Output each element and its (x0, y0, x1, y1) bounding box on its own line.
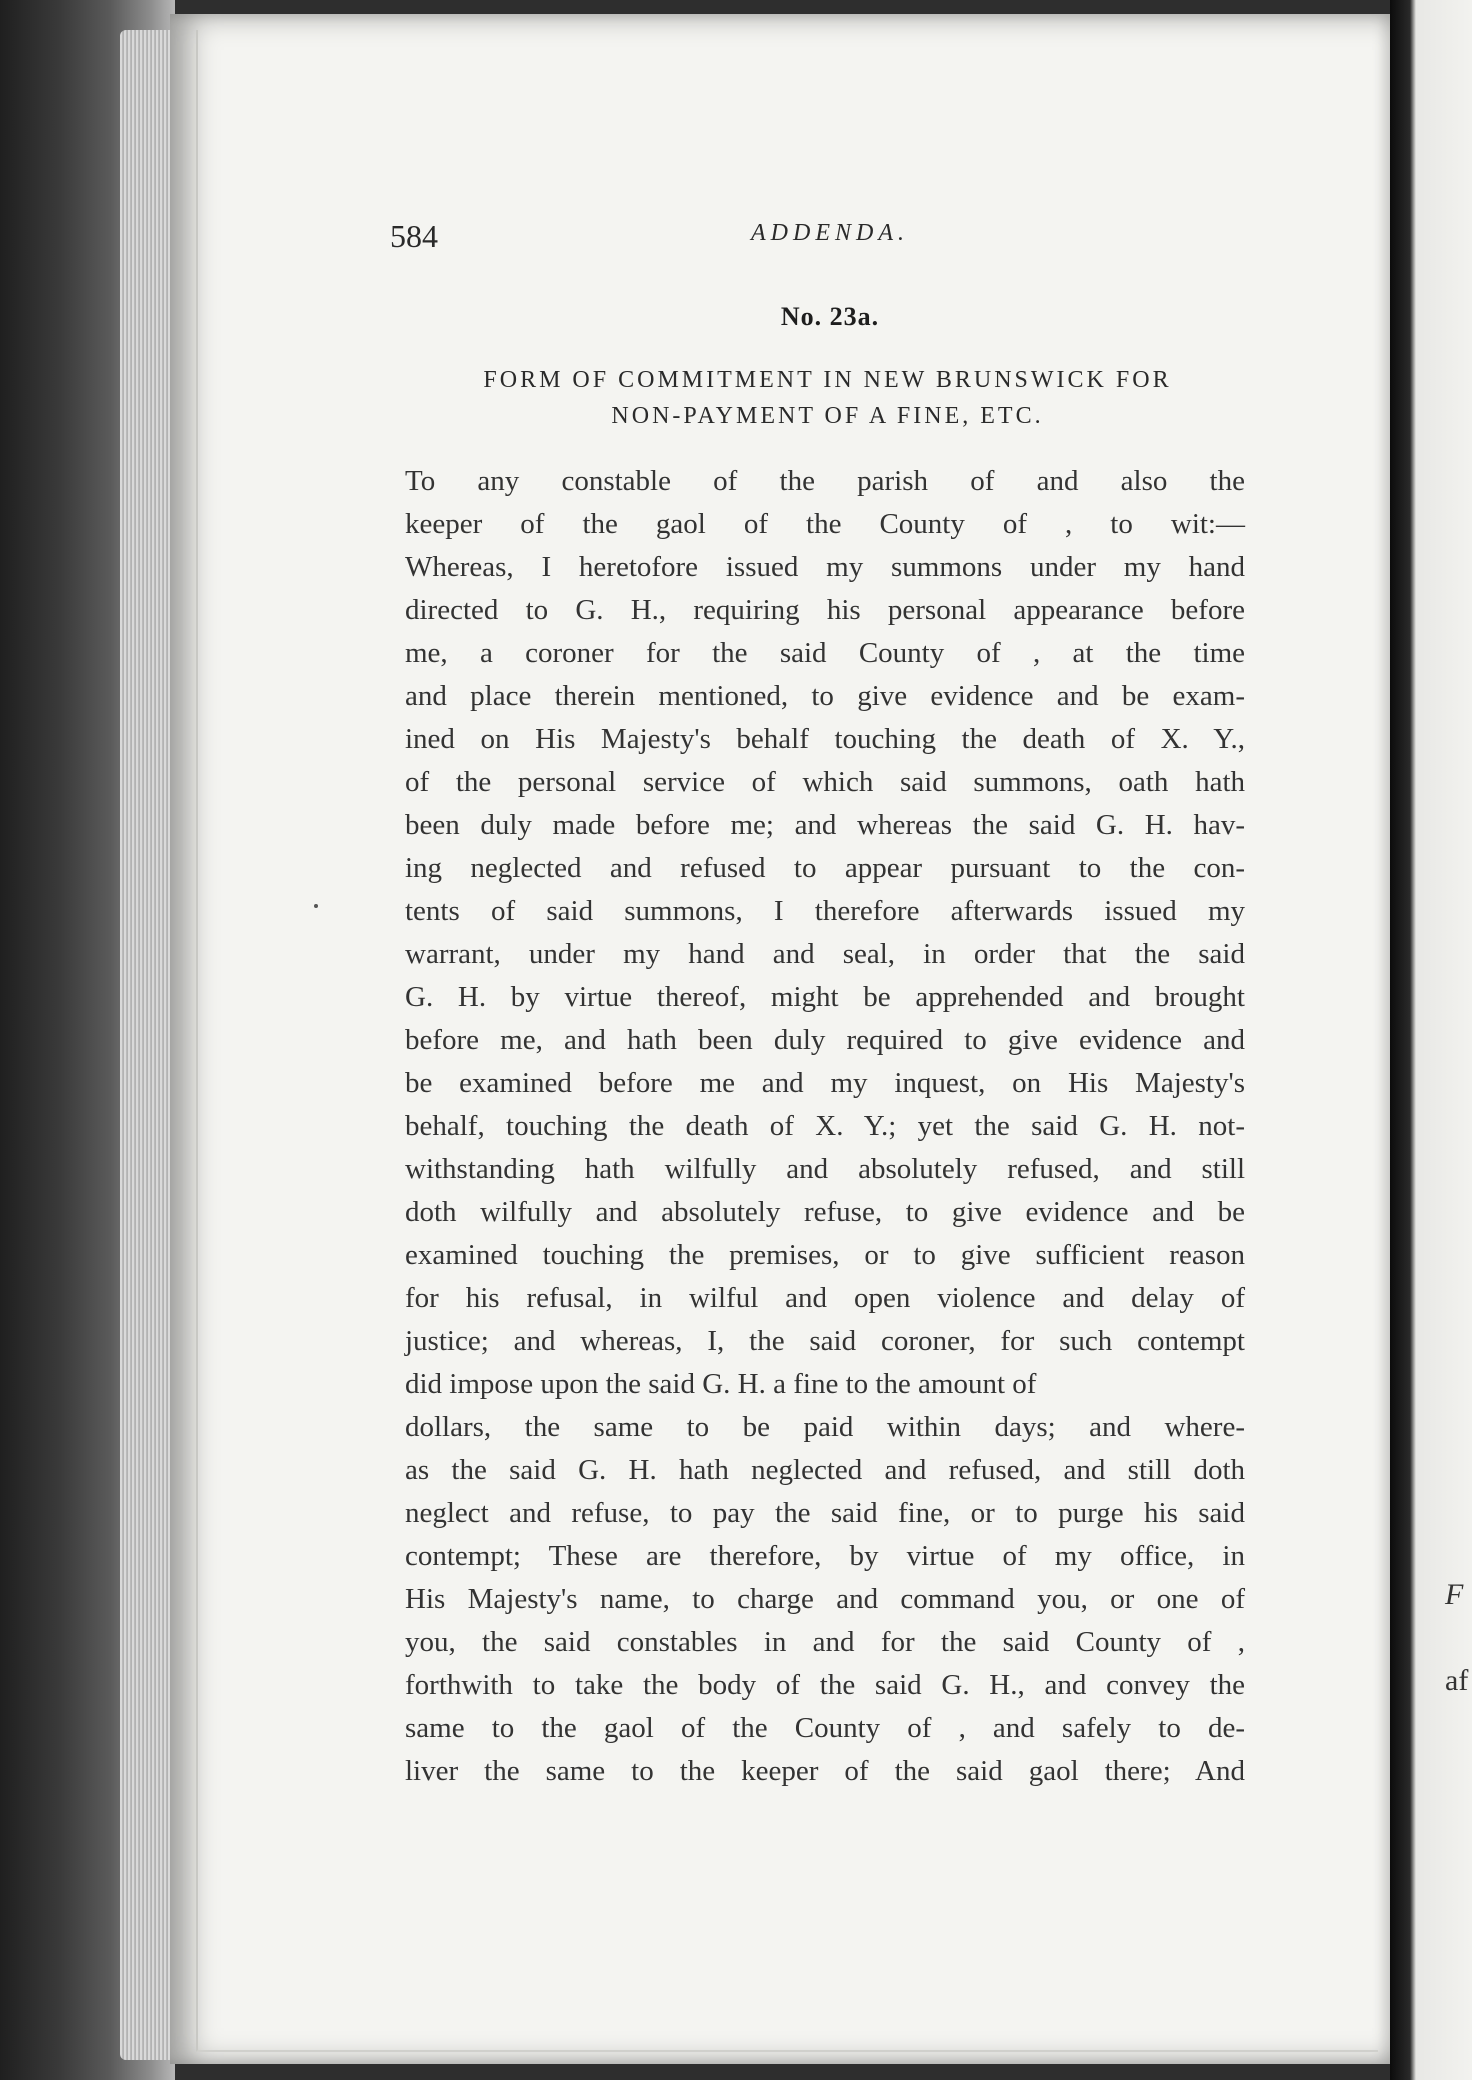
body-line: warrant, under my hand and seal, in order that the said (405, 938, 1245, 970)
body-line: justice; and whereas, I, the said coroner, for such contempt (405, 1325, 1245, 1357)
form-title-line: FORM OF COMMITMENT IN NEW BRUNSWICK FOR (483, 367, 1172, 393)
body-line: neglect and refuse, to pay the said fine, or to purge his said (405, 1497, 1245, 1529)
body-line: tents of said summons, I therefore afterwards issued my (405, 895, 1245, 927)
ink-speck (314, 904, 318, 908)
body-line: contempt; These are therefore, by virtue of my office, in (405, 1540, 1245, 1572)
running-head (390, 218, 1270, 258)
body-line: me, a coroner for the said County of , at the time (405, 637, 1245, 669)
body-line: behalf, touching the death of X. Y.; yet the said G. H. not- (405, 1110, 1245, 1142)
form-title-line: NON-PAYMENT OF A FINE, ETC. (611, 403, 1044, 429)
body-line: been duly made before me; and whereas the said G. H. hav- (405, 809, 1245, 841)
body-line: examined touching the premises, or to give sufficient reason (405, 1239, 1245, 1271)
form-body-text (405, 460, 1245, 1793)
body-line: and place therein mentioned, to give evidence and be exam- (405, 680, 1245, 712)
facing-page-fragment: af (1445, 1664, 1469, 1697)
body-line: ing neglected and refused to appear pursuant to the con- (405, 852, 1245, 884)
body-line: forthwith to take the body of the said G. H., and convey the (405, 1669, 1245, 1701)
form-title (400, 362, 1255, 434)
page-number: 584 (390, 218, 438, 254)
body-line: ined on His Majesty's behalf touching the death of X. Y., (405, 723, 1245, 755)
body-line: before me, and hath been duly required to give evidence and (405, 1024, 1245, 1056)
body-line: Whereas, I heretofore issued my summons under my hand (405, 551, 1245, 583)
body-line: G. H. by virtue thereof, might be apprehended and brought (405, 981, 1245, 1013)
body-line: be examined before me and my inquest, on His Majesty's (405, 1067, 1245, 1099)
form-number: No. 23a. (780, 302, 880, 331)
body-line: as the said G. H. hath neglected and refused, and still doth (405, 1454, 1245, 1486)
body-line: directed to G. H., requiring his personal appearance before (405, 594, 1245, 626)
running-title: ADDENDA. (751, 220, 909, 246)
body-line: you, the said constables in and for the said County of , (405, 1626, 1245, 1658)
next-page-edge (1390, 0, 1472, 2080)
body-line: keeper of the gaol of the County of , to wit:— (405, 508, 1245, 540)
body-line: dollars, the same to be paid within days; and where- (405, 1411, 1245, 1443)
body-line: doth wilfully and absolutely refuse, to give evidence and be (405, 1196, 1245, 1228)
facing-page-fragment: F (1445, 1578, 1464, 1611)
body-line: same to the gaol of the County of , and safely to de- (405, 1712, 1245, 1744)
body-line: for his refusal, in wilful and open violence and delay of (405, 1282, 1245, 1314)
body-line: did impose upon the said G. H. a fine to the amount of (405, 1368, 1037, 1400)
body-line: To any constable of the parish of and also the (405, 465, 1245, 497)
body-line: of the personal service of which said summons, oath hath (405, 766, 1245, 798)
body-line: liver the same to the keeper of the said gaol there; And (405, 1755, 1245, 1787)
body-line: His Majesty's name, to charge and command you, or one of (405, 1583, 1245, 1615)
body-line: withstanding hath wilfully and absolutely refused, and still (405, 1153, 1245, 1185)
